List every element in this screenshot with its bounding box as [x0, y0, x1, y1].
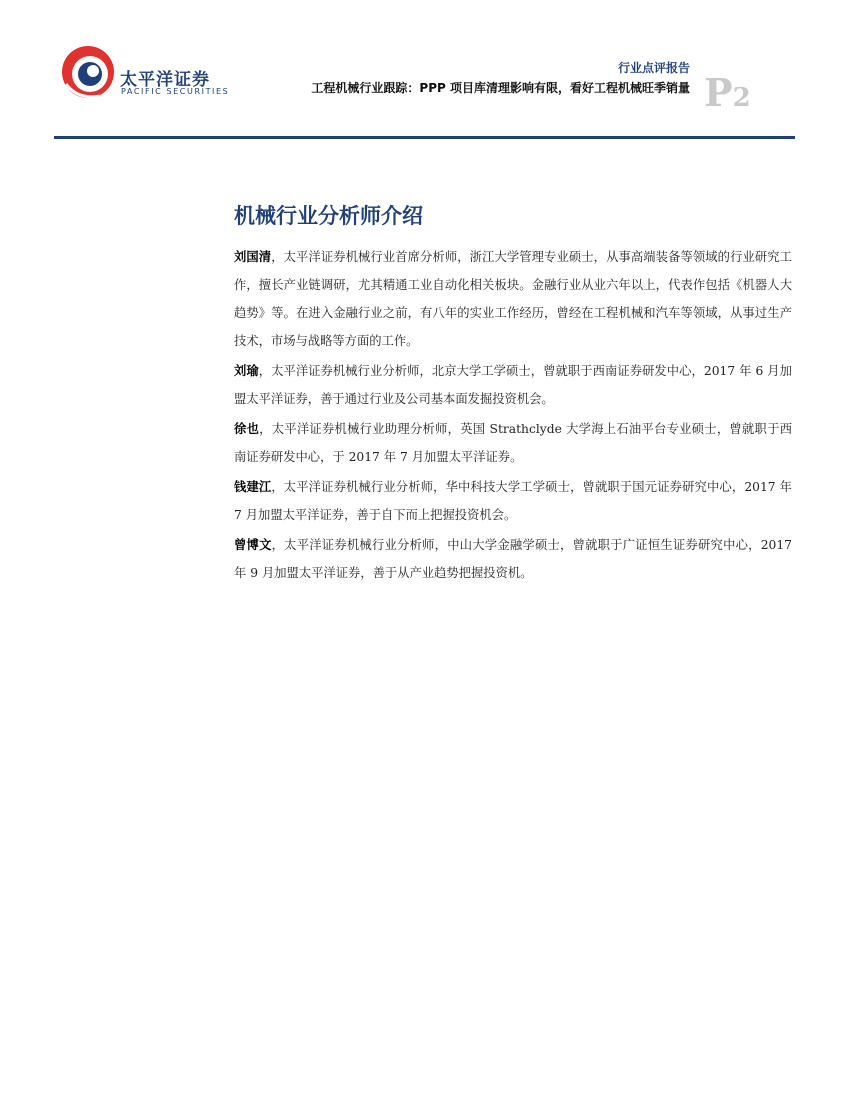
page-number-value: 2: [732, 83, 751, 113]
analyst-name: 徐也: [234, 422, 260, 436]
analyst-bios: [234, 243, 792, 589]
analyst-name: 刘国清: [234, 250, 272, 264]
analyst-name: 钱建江: [234, 480, 272, 494]
logo-english-name: PACIFIC SECURITIES: [121, 87, 230, 96]
report-type: 行业点评报告: [617, 61, 690, 75]
report-title: 工程机械行业跟踪：PPP 项目库清理影响有限，看好工程机械旺季销量: [311, 81, 690, 95]
analyst-description: ，太平洋证券机械行业分析师，华中科技大学工学硕士，曾就职于国元证券研究中心，2017 年 7 月加盟太平洋证券，善于自下而上把握投资机会。: [234, 480, 792, 522]
page-number-prefix: P: [704, 70, 733, 115]
analyst-description: ，太平洋证券机械行业分析师，中山大学金融学硕士，曾就职于广证恒生证券研究中心，2017 年 9 月加盟太平洋证券，善于从产业趋势把握投资机。: [234, 538, 792, 580]
pacific-securities-logo-icon: [60, 44, 116, 100]
analyst-name: 曾博文: [234, 538, 272, 552]
page-header: [0, 0, 850, 140]
analyst-bio: [234, 243, 792, 355]
analyst-bio: [234, 415, 792, 471]
page-number: [704, 70, 751, 115]
header-divider: [54, 136, 795, 139]
analyst-description: ，太平洋证券机械行业首席分析师，浙江大学管理专业硕士，从事高端装备等领域的行业研究工作，擅长产业链调研，尤其精通工业自动化相关板块。金融行业从业六年以上，代表作包括《机器人大趋势》等。在进入金融行业之前，有八年的实业工作经历，曾经在工程机械和汽车等领域，从事过生产技术，市场与战略等方面的工作。: [234, 250, 792, 348]
analyst-bio: [234, 531, 792, 587]
analyst-bio: [234, 357, 792, 413]
section-title: 机械行业分析师介绍: [234, 204, 423, 228]
analyst-description: ，太平洋证券机械行业分析师，北京大学工学硕士，曾就职于西南证券研发中心，2017 年 6 月加盟太平洋证券，善于通过行业及公司基本面发掘投资机会。: [234, 364, 792, 406]
analyst-bio: [234, 473, 792, 529]
analyst-name: 刘瑜: [234, 364, 259, 378]
analyst-description: ，太平洋证券机械行业助理分析师，英国 Strathclyde 大学海上石油平台专业硕士，曾就职于西南证券研发中心，于 2017 年 7 月加盟太平洋证券。: [234, 422, 792, 464]
logo-chinese-name: 太平洋证券: [120, 70, 210, 90]
